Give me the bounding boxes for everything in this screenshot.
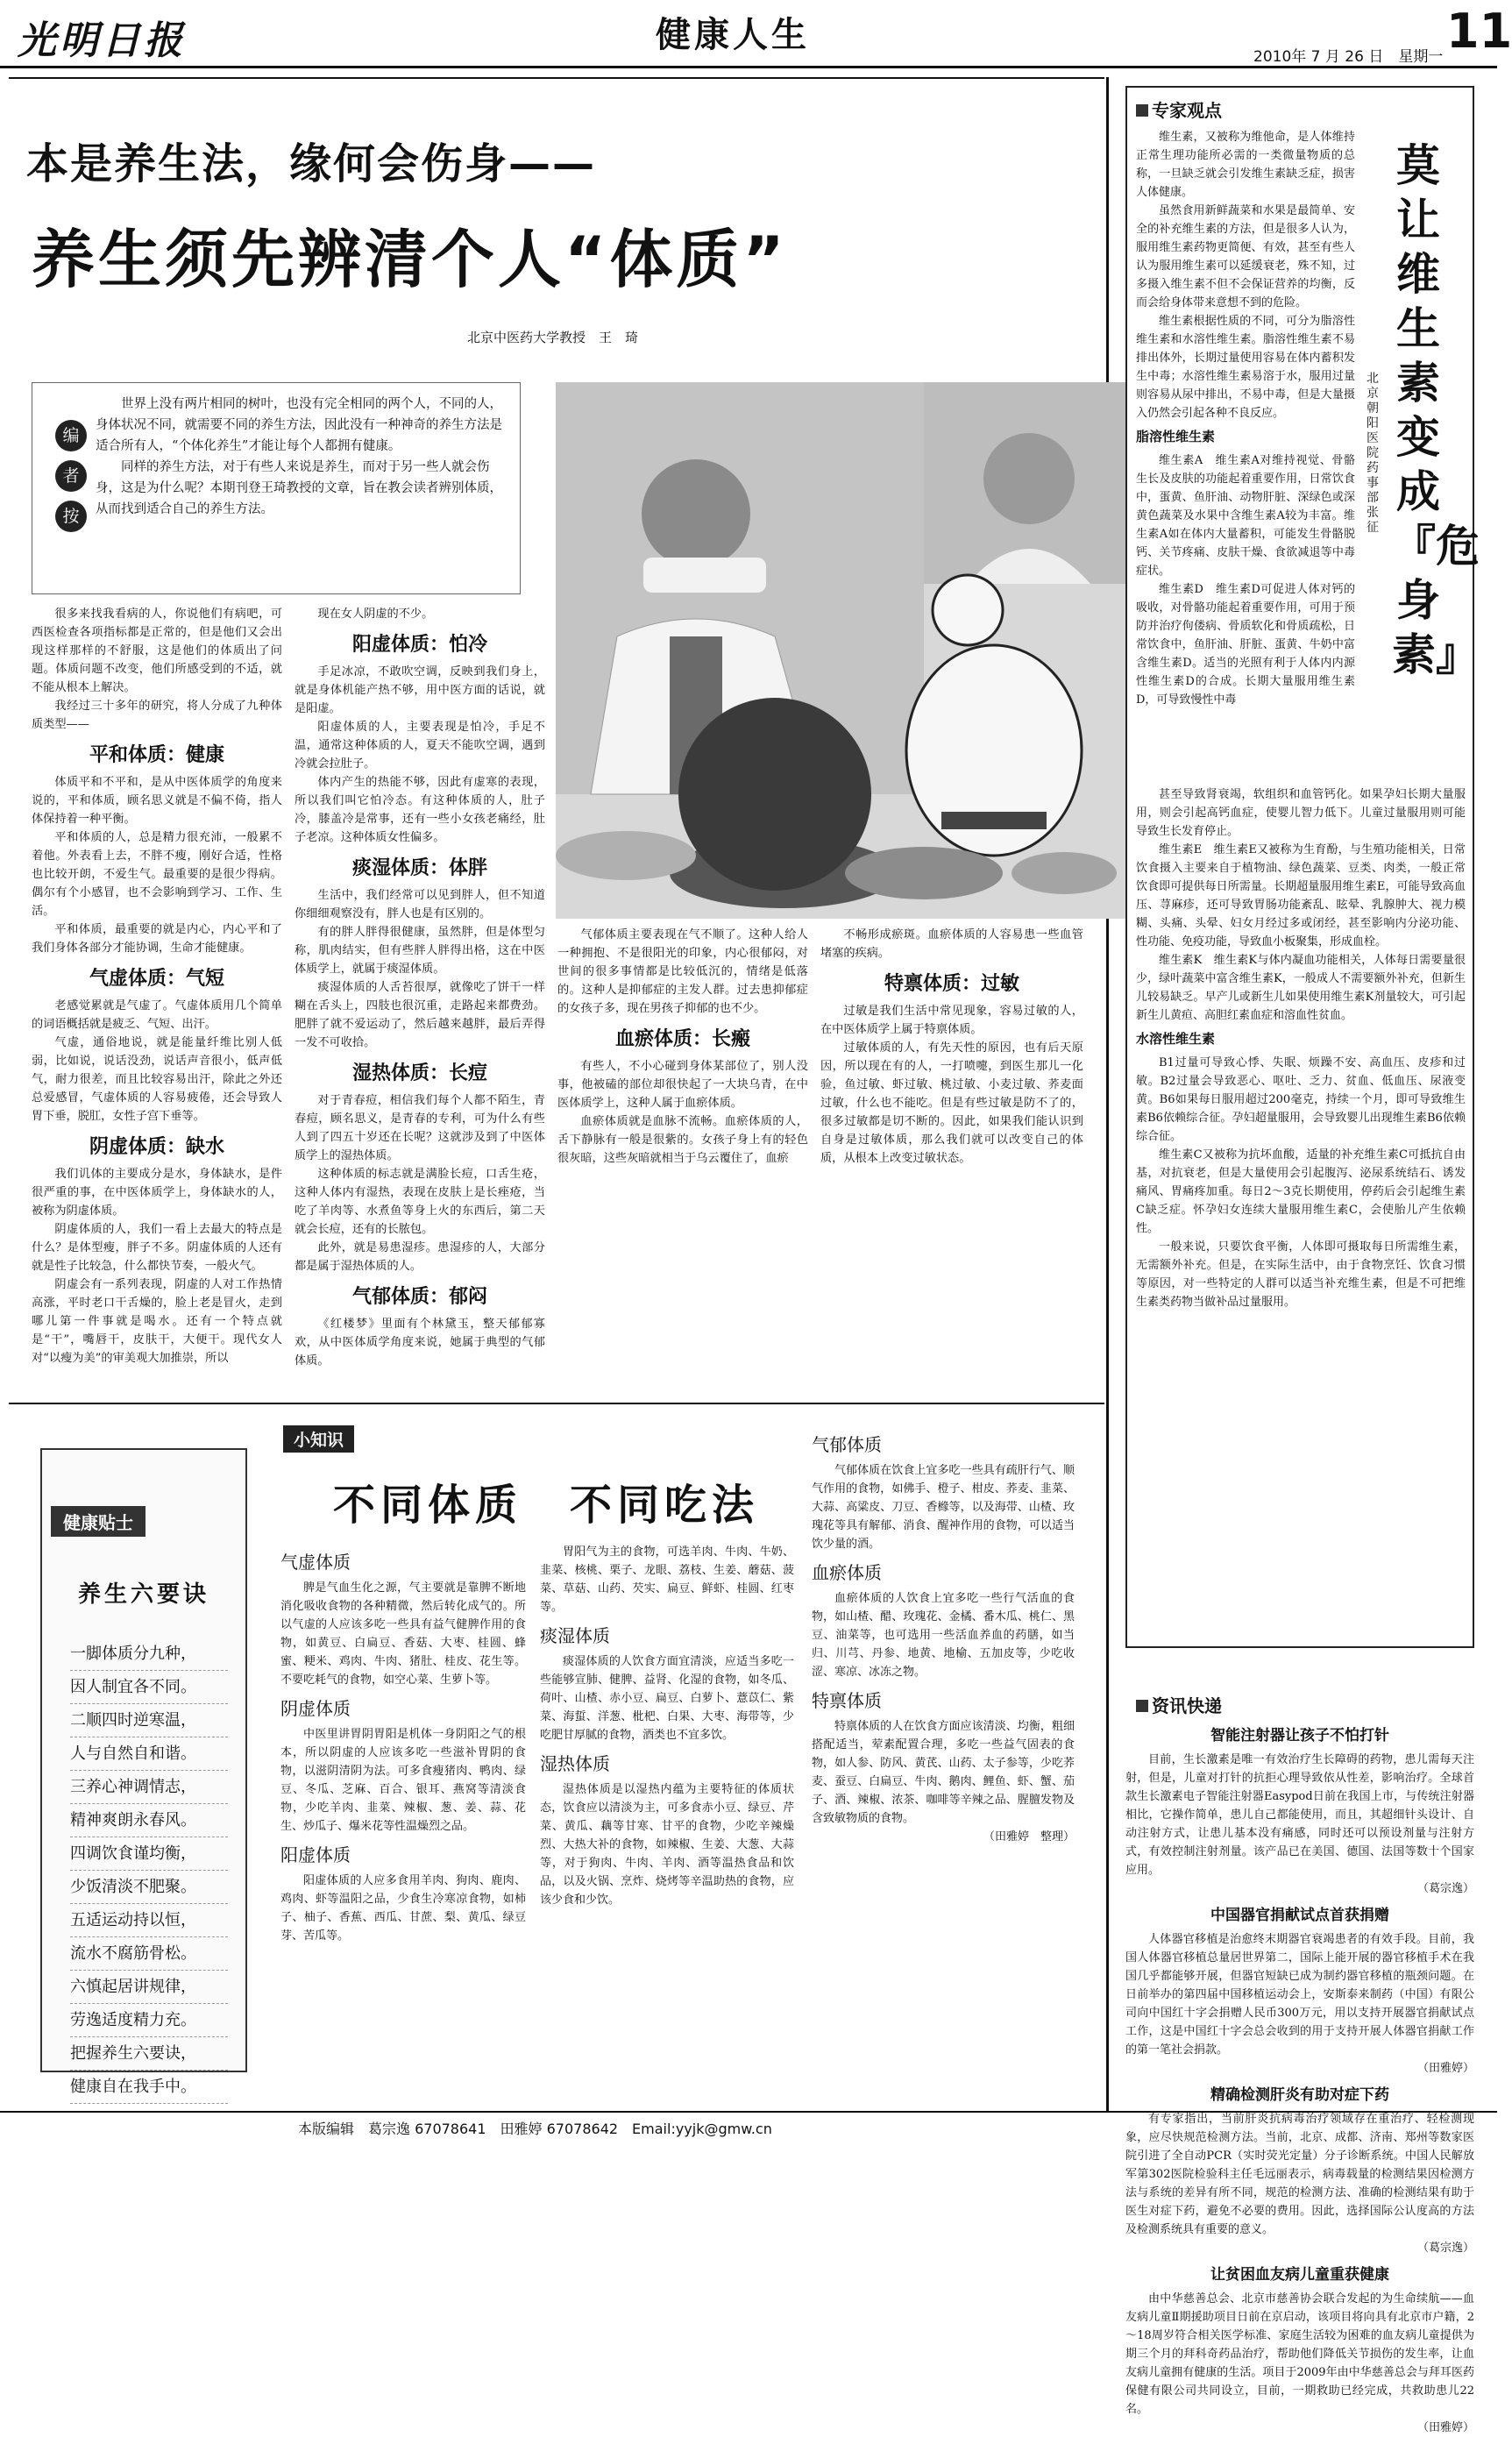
news-heading-text: 资讯快递	[1152, 1695, 1222, 1716]
paragraph: 阳虚体质的人，主要表现是怕冷，手足不温，通常这种体质的人，夏天不能吹空调，遇到冷就会拉肚子。	[295, 721, 545, 771]
verse-line: 六慎起居讲规律，	[70, 1971, 228, 2004]
paragraph: 维生素，又被称为维他命，是人体维持正常生理功能所必需的一类微量物质的总称，一旦缺乏就会引发维生素缺乏症，损害人体健康。	[1136, 131, 1355, 199]
news-item-signature: （田雅婷）	[1416, 2421, 1474, 2434]
paragraph: 维生素D 维生素D可促进人体对钙的吸收，对骨骼功能起着重要作用，可用于预防并治疗佝偻病、骨质软化和骨质疏松，日常饮食中，鱼肝油、肝脏、蛋黄、牛奶中富含维生素D。适当的光照有利于人体内内源性维生素D的合成。长期大量服用维生素D，可导致慢性中毒	[1136, 583, 1355, 707]
news-item-signature: （葛宗逸）	[1416, 1882, 1474, 1895]
paragraph: 生活中，我们经常可以见到胖人，但不知道你细细观察没有，胖人也是有区别的。	[295, 889, 545, 920]
article-kicker: 本是养生法，缘何会伤身——	[26, 139, 597, 188]
paragraph: 痰湿体质的人饮食方面宜清淡，应适当多吃一些能够宣肺、健脾、益肾、化湿的食物，如冬瓜、荷叶、山楂、赤小豆、扁豆、白萝卜、薏苡仁、紫菜、海蜇、洋葱、枇杷、白果、大枣、海带等，少吃肥甘厚腻的食物，酒类也不宜多饮。	[540, 1655, 794, 1742]
paragraph: 湿热体质是以湿热内蕴为主要特征的体质状态，饮食应以清淡为主，可多食赤小豆、绿豆、芹菜、黄瓜、藕等甘寒、甘平的食物，少吃辛辣燥烈、大热大补的食物，如辣椒、生姜、大葱、大蒜等，对于狗肉、牛肉、羊肉、酒等温热食品和饮品，以及火锅、烹炸、烧烤等辛温助热的食物，应该少食和少饮。	[540, 1783, 794, 1907]
verse-line: 五适运动持以恒，	[70, 1904, 228, 1937]
subheading: 气虚体质	[280, 1552, 351, 1573]
paragraph: 脾是气血生化之源，气主要就是靠脾不断地消化吸收食物的各种精微，然后转化成气的。所以气虚的人应该多吃一些具有益气健脾作用的食物，如黄豆、白扁豆、香菇、大枣、桂圆、蜂蜜、粳米、鸡肉、牛肉、猪肚、桂皮、花生等。不要吃耗气的食物，如空心菜、生萝卜等。	[280, 1581, 526, 1687]
news-item-body: 目前，生长激素是唯一有效治疗生长障碍的药物，患儿需每天注射，但是，儿童对打针的抗拒心理导致依从性差，影响治疗。全球首款生长激素电子智能注射器Easypod日前在我国上市，与传统注射器相比，它操作简单，患儿自己都能使用，而且，其超细针头设计、自动注射方式，让患儿基本没有痛感，同时还可以预设剂量与注射方式，有效控制注射剂量。该产品已在美国、德国、法国等数十个国家应用。	[1125, 1753, 1474, 1877]
subheading: 血瘀体质	[812, 1562, 882, 1583]
health-tips-title: 养生六要诀	[77, 1581, 209, 1608]
editor-note-badge: 者	[55, 460, 87, 492]
verse-line: 劳逸适度精力充。	[70, 2004, 228, 2037]
paragraph: 血瘀体质就是血脉不流畅。血瘀体质的人，舌下静脉有一般是很紫的。女孩子身上有的轻色很灰暗，这些灰暗就相当于乌云覆住了，血瘀	[557, 1115, 808, 1165]
subheading: 血瘀体质：长瘢	[614, 1028, 750, 1050]
news-item-body: 人体器官移植是治愈终末期器官衰竭患者的有效手段。目前，我国人体器官移植总量居世界第二，国际上能开展的器官移植手术在我国几乎都能够开展，但器官短缺已成为制约器官移植的瓶颈问题。在日前举办的第四届中国移植运动会上，安斯泰来制药（中国）有限公司向中国红十字会捐赠人民币300万元，用以支持开展器官捐献试点工作，这是中国红十字会总会收到的用于支持开展人体器官捐献工作的第一笔社会捐款。	[1125, 1933, 1474, 2057]
masthead	[0, 0, 1512, 68]
paragraph: 我经过三十多年的研究，将人分成了九种体质类型——	[32, 700, 282, 731]
subheading: 湿热体质	[540, 1753, 610, 1774]
expert-column-wide	[1136, 785, 1466, 1638]
paragraph: 阴虚体质的人，我们一看上去最大的特点是什么？是体型瘦，胖子不多。阴虚体质的人还有就是性子比较急，什么都快节奏，一般火气。	[32, 1223, 282, 1273]
paragraph: 对于青春痘，相信我们每个人都不陌生，青春痘，顾名思义，是青春的专利，可为什么有些人到了四五十岁还在长呢？这就涉及到了中医体质学上的湿热体质。	[295, 1094, 545, 1162]
article-photo-collage	[556, 382, 1125, 919]
article-column-2	[295, 605, 545, 1394]
subheading: 气郁体质	[812, 1434, 882, 1455]
paragraph: 体内产生的热能不够，因此有虚寒的表现，所以我们叫它怕冷态。有这种体质的人，肚子冷，膝盖冷是常事，还有一些小女孩老痛经，肚子老凉。这种体质女性偏多。	[295, 776, 545, 844]
news-item-body: 有专家指出，当前肝炎抗病毒治疗领域存在重治疗、轻检测现象，应尽快规范检测方法。当前，北京、成都、济南、郑州等数家医院引进了全自动PCR（实时荧光定量）分子诊断系统。中国人民解放军第302医院检验科主任毛远丽表示，病毒载量的检测结果因检测方法与系统的差异有所不同，规范的检测方法、准确的检测结果有助于医生对症下药，避免不必要的费用。因此，选择国际公认度高的方法及检测系统具有重要的意义。	[1125, 2113, 1474, 2236]
article-column-3	[557, 926, 808, 1394]
paragraph: 过敏体质的人，有先天性的原因，也有后天原因，所以现在有的人，一打喷嚏，到医生那儿一化验，鱼过敏、虾过敏、桃过敏、小麦过敏、荞麦面过敏，什么也不能吃。但是有些过敏是防不了的，很多过敏都是切不断的。因此，如果我们能认识到自身是过敏体质，那么我们就可以改变自己的体质，从根本上改变过敏状态。	[820, 1041, 1083, 1165]
verse-line: 二顺四时逆寒温，	[70, 1704, 228, 1737]
doctor-and-grains-illustration	[556, 382, 1125, 919]
subheading: 痰湿体质	[540, 1625, 610, 1646]
news-list	[1125, 1718, 1474, 2437]
paragraph: 过敏是我们生活中常见现象，容易过敏的人，在中医体质学上属于特禀体质。	[820, 1005, 1083, 1036]
expert-article-title: 莫让维生素变成『危身素』	[1392, 139, 1480, 680]
editor-note	[32, 382, 521, 594]
paragraph: 老感觉累就是气虚了。气虚体质用几个简单的词语概括就是疲乏、气短、出汗。	[32, 999, 282, 1031]
verse-line: 把握养生六要诀，	[70, 2037, 228, 2071]
subheading: 气虚体质：气短	[89, 968, 224, 990]
article-column-4	[820, 926, 1083, 1394]
knowledge-column-1	[280, 1543, 526, 2104]
article-headline: 养生须先辨清个人“体质”	[32, 223, 788, 296]
paragraph: 痰湿体质的人舌苔很厚，就像吃了饼干一样糊在舌头上，四肢也很沉重，走路起来都费劲。肥胖了就不爱运动了，然后越来越胖，最后弄得一发不可收拾。	[295, 981, 545, 1049]
subheading: 湿热体质：长痘	[351, 1062, 487, 1084]
paragraph: 一般来说，只要饮食平衡，人体即可摄取每日所需维生素，无需额外补充。但是，在实际生活中，由于食物烹饪、饮食习惯等原因，对一些特定的人群可以适当补充维生素，但是不可把维生素类药物当做补品过量服用。	[1136, 1240, 1466, 1309]
paragraph: 气虚，通俗地说，就是能量纤维比别人低弱，比如说，说话没劲，说话声音很小，低声低气，耐力很差，而且比较容易出汗，除此之外还总爱感冒，气虚体质的人容易疲倦，还会导致人胃下垂，脱肛，女性子宫下垂等。	[32, 1036, 282, 1123]
divider	[9, 1403, 1104, 1404]
subheading: 阴虚体质：缺水	[89, 1136, 224, 1158]
paragraph: 维生素根据性质的不同，可分为脂溶性维生素和水溶性维生素。脂溶性维生素不易排出体外，长期过量使用容易在体内蓄积发生中毒；水溶性维生素易溶于水，服用过量则容易从尿中排出，不易中毒，但是大量摄入仍然会引起各种不良反应。	[1136, 315, 1355, 420]
paragraph: 虽然食用新鲜蔬菜和水果是最简单、安全的补充维生素的方法，但是很多人认为，服用维生素药物更简便、有效，甚至有些人认为服用维生素可以延缓衰老，殊不知，过多摄入维生素不但不会保证营养的均衡，反而会给身体带来意想不到的危险。	[1136, 204, 1355, 309]
verse-line: 精神爽朗永春风。	[70, 1804, 228, 1837]
signature: （田雅婷 整理）	[983, 1830, 1075, 1844]
knowledge-column-2	[540, 1543, 794, 2104]
verse-line: 健康自在我手中。	[70, 2071, 228, 2104]
article-column-1	[32, 605, 282, 1394]
editor-note-badge: 编	[55, 420, 87, 451]
article-byline: 北京中医药大学教授 王 琦	[467, 330, 639, 345]
paragraph: 很多来找我看病的人，你说他们有病吧，可西医检查各项指标都是正常的，但是他们又会出现这样那样的不舒服，这是他们的体质出了问题。体质问题不改变，他们所感受到的不适，就不能从根本上解决。	[32, 607, 282, 694]
news-item-title: 让贫困血友病儿童重获健康	[1210, 2266, 1389, 2284]
subheading: 阴虚体质	[280, 1698, 351, 1719]
subheading: 阳虚体质：怕冷	[351, 634, 487, 656]
editor-note-badge: 按	[55, 501, 87, 532]
paragraph: 气郁体质主要表现在气不顺了。这种人给人一种拥抱、不是很阳光的印象，内心很郁闷，对世间的很多事情都是比较低沉的，情绪是低落的。这种人是抑郁症的主发人群。过去患抑郁症的女孩子多，现在男孩子抑郁的也不少。	[557, 928, 808, 1015]
news-item-signature: （葛宗逸）	[1416, 2242, 1474, 2255]
health-tips-heading: 健康贴士	[51, 1506, 146, 1537]
paragraph: 胃阳气为主的食物，可选羊肉、牛肉、牛奶、韭菜、核桃、栗子、龙眼、荔枝、生姜、蘑菇、菠菜、草菇、山药、芡实、扁豆、鲜虾、桂圆、红枣等。	[540, 1545, 794, 1614]
verse-line: 流水不腐筋骨松。	[70, 1937, 228, 1971]
knowledge-title: 不同体质 不同吃法	[333, 1481, 760, 1530]
editor-note-paragraph: 世界上没有两片相同的树叶，也没有完全相同的两个人，不同的人，身体状况不同，就需要不同的养生方法，因此没有一种神奇的养生方法是适合所有人，“个体化养生”才能让每个人都拥有健康。	[96, 397, 502, 453]
paragraph: 阳虚体质的人应多食用羊肉、狗肉、鹿肉、鸡肉、虾等温阳之品，少食生冷寒凉食物，如柿子、柚子、香蕉、西瓜、甘蔗、梨、黄瓜、绿豆芽、苦瓜等。	[280, 1874, 526, 1943]
knowledge-column-3	[812, 1425, 1075, 2106]
paragraph: 此外，就是易患湿疹。患湿疹的人，大部分都是属于湿热体质的人。	[295, 1241, 545, 1273]
paragraph: 甚至导致肾衰竭，软组织和血管钙化。如果孕妇长期大量服用，则会引起高钙血症，使婴儿智力低下。儿童过量服用则可能导致生长发育停止。	[1136, 788, 1466, 838]
paragraph: 维生素K 维生素K与体内凝血功能相关，人体每日需要量很少，绿叶蔬菜中富含维生素K，一般成人不需要额外补充，但新生儿较易缺乏。早产儿或新生儿如果使用维生素K剂量较大，可引起新生儿黄疸、高胆红素血症和溶血性贫血。	[1136, 954, 1466, 1022]
subheading: 水溶性维生素	[1136, 1031, 1216, 1047]
paragraph: 《红楼梦》里面有个林黛玉，整天郁郁寡欢，从中医体质学角度来说，她属于典型的气郁体质。	[295, 1318, 545, 1368]
paragraph: 有些人，不小心碰到身体某部位了，别人没事，他被磕的部位却很快起了一大块乌青，在中医体质学上，这种人属于血瘀体质。	[557, 1060, 808, 1110]
expert-opinion-heading	[1136, 96, 1222, 122]
paragraph: 我们讥体的主要成分是水，身体缺水，是件很严重的事，在中医体质学上，身体缺水的人，被称为阴虚体质。	[32, 1168, 282, 1218]
subheading: 气郁体质：郁闷	[351, 1286, 487, 1308]
paragraph: 维生素C又被称为抗坏血酸，适量的补充维生素C可抵抗自由基，对抗衰老，但是大量使用会引起腹泻、泌尿系统结石、诱发痛风、胃痛疼加重。每日2～3克长期使用，停药后会引起维生素C缺乏症。怀孕妇女连续大量服用维生素C，会使胎儿产生依赖性。	[1136, 1148, 1466, 1235]
subheading: 阳虚体质	[280, 1844, 351, 1865]
newspaper-logo: 光明日报	[18, 18, 186, 63]
verse-line: 人与自然自和谐。	[70, 1737, 228, 1771]
news-item-title: 中国器官捐献试点首获捐赠	[1210, 1907, 1389, 1924]
paragraph: B1过量可导致心悸、失眠、烦躁不安、高血压、皮疹和过敏。B2过量会导致恶心、呕吐、乏力、贫血、低血压、尿液变黄。B6如果每日服用超过200毫克，持续一个月，即可导致维生素B6依赖综合征。孕妇超量服用，会导致婴儿出现维生素B6依赖综合征。	[1136, 1056, 1466, 1143]
paragraph: 手足冰凉，不敢吹空调，反映到我们身上，就是身体机能产热不够，用中医方面的话说，就是阳虚。	[295, 665, 545, 715]
paragraph: 血瘀体质的人饮食上宜多吃一些行气活血的食物，如山楂、醋、玫瑰花、金橘、番木瓜、桃仁、黑豆、油菜等，也可选用一些活血养血的药膳，如当归、川芎、丹参、地黄、地榆、五加皮等，少吃收涩、寒凉、冰冻之物。	[812, 1592, 1075, 1679]
section-title: 健康人生	[656, 15, 810, 55]
paragraph: 体质平和不平和，是从中医体质学的角度来说的，平和体质，顾名思义就是不偏不倚，指人体保持着一种平衡。	[32, 776, 282, 826]
page-footer: 本版编辑 葛宗逸 67078641 田雅婷 67078642 Email:yyjk@gmw.cn	[298, 2121, 772, 2137]
paragraph: 中医里讲胃阴胃阳是机体一身阴阳之气的根本，所以阴虚的人应该多吃一些滋补胃阴的食物，以滋阴清阴为法。可多食瘦猪肉、鸭肉、绿豆、冬瓜、芝麻、百合、银耳、燕窝等清淡食物，少吃羊肉、韭菜、辣椒、葱、姜、蒜、花生、炒瓜子、爆米花等性温燥烈之品。	[280, 1728, 526, 1833]
news-item-signature: （田雅婷）	[1416, 2062, 1474, 2075]
subheading: 特禀体质	[812, 1690, 882, 1711]
paragraph: 气郁体质在饮食上宜多吃一些具有疏肝行气、顺气作用的食物，如佛手、橙子、柑皮、荞麦、韭菜、大蒜、高粱皮、刀豆、香橼等，以及海带、山楂、玫瑰花等具有解郁、消食、醒神作用的食物，可以适当饮少量的酒。	[812, 1464, 1075, 1551]
verse-line: 一脚体质分九种，	[70, 1638, 228, 1671]
expert-article-author: 北京朝阳医院药事部 张征	[1366, 372, 1391, 535]
subheading: 脂溶性维生素	[1136, 429, 1216, 444]
news-item-title: 精确检测肝炎有助对症下药	[1210, 2086, 1389, 2104]
page-number: 11	[1446, 4, 1512, 59]
paragraph: 不畅形成瘀斑。血瘀体质的人容易患一些血管堵塞的疾病。	[820, 928, 1083, 960]
verse-line: 四调饮食谨均衡，	[70, 1837, 228, 1871]
paragraph: 平和体质的人，总是精力很充沛，一般累不着他。外表看上去，不胖不瘦，刚好合适，性格也比较开朗，不爱生气。最重要的是很少得病。偶尔有个小感冒，也不会影响到学习、工作、生活。	[32, 831, 282, 918]
knowledge-label: 小知识	[283, 1425, 354, 1453]
verse-line: 因人制宜各不同。	[70, 1671, 228, 1704]
square-bullet-icon	[1136, 1700, 1148, 1712]
divider	[9, 77, 1104, 79]
paragraph: 现在女人阴虚的不少。	[317, 607, 434, 621]
expert-column-narrow	[1136, 128, 1355, 785]
paragraph: 阴虚会有一系列表现，阴虚的人对工作热情高涨，平时老口干舌燥的，脸上老是冒火，走到哪儿第一件事就是喝水。还有一个特点就是“干”，嘴唇干，皮肤干，大便干。现代女人对“以瘦为美”的审美观大加推崇，所以	[32, 1278, 282, 1365]
verse-line: 少饭清淡不肥聚。	[70, 1871, 228, 1904]
verse-line: 三养心神调情志，	[70, 1771, 228, 1804]
health-tips-verse	[70, 1638, 228, 2104]
news-heading	[1136, 1692, 1222, 1717]
subheading: 平和体质：健康	[89, 744, 224, 766]
subheading: 特禀体质：过敏	[884, 973, 1019, 995]
news-item-title: 智能注射器让孩子不怕打针	[1210, 1727, 1389, 1744]
paragraph: 这种体质的标志就是满脸长痘，口舌生疮，这种人体内有湿热，表现在皮肤上是长痤疮，当吃了羊肉等、水煮鱼等身上火的东西后，第二天就会长痘，还有的长脓包。	[295, 1168, 545, 1236]
paragraph: 有的胖人胖得很健康，虽然胖，但是体型匀称，肌肉结实，但有些胖人胖得出格，这在中医体质学上，就属于痰湿体质。	[295, 926, 545, 976]
expert-opinion-heading-text: 专家观点	[1152, 100, 1222, 121]
paragraph: 平和体质，最重要的就是内心，内心平和了我们身体各部分才能协调，生命才能健康。	[32, 923, 282, 955]
issue-date: 2010年 7 月 26 日 星期一	[1253, 48, 1444, 66]
editor-note-paragraph: 同样的养生方法，对于有些人来说是养生，而对于另一些人就会伤身，这是为什么呢？本期刊登王琦教授的文章，旨在教会读者辨别体质，从而找到适合自己的养生方法。	[96, 460, 502, 516]
paragraph: 特禀体质的人在饮食方面应该清淡、均衡，粗细搭配适当，荤素配置合理，多吃一些益气固表的食物，如人参、防风、黄芪、山药、太子参等，少吃荞麦、蚕豆、白扁豆、牛肉、鹅肉、鲤鱼、虾、蟹、茄子、酒、辣椒、浓茶、咖啡等辛辣之品、腥膻发物及含致敏物质的食物。	[812, 1720, 1075, 1825]
square-bullet-icon	[1136, 104, 1148, 117]
news-item-body: 由中华慈善总会、北京市慈善协会联合发起的为生命续航——血友病儿童Ⅱ期援助项目日前在京启动，该项目将向具有北京市户籍，2～18周岁符合相关医学标准、家庭生活较为困难的血友病儿童提供为期三个月的拜科奇药品治疗，帮助他们降低关节损伤的发生率，让血友病儿童拥有健康的生活。项目于2009年由中华慈善总会与拜耳医药保健有限公司共同设立，目前，一期救助已经完成，共救助患儿22名。	[1125, 2292, 1474, 2416]
paragraph: 维生素A 维生素A对维持视觉、骨骼生长及皮肤的功能起着重要作用，日常饮食中，蛋黄、鱼肝油、动物肝脏、深绿色或深黄色蔬菜及水果中含维生素A较为丰富。维生素A如在体内大量蓄积，可能发生骨骼脱钙、关节疼痛、皮肤干燥、食欲减退等中毒症状。	[1136, 454, 1355, 578]
paragraph: 维生素E 维生素E又被称为生育酚，与生殖功能相关，日常饮食摄入主要来自于植物油、绿色蔬菜、豆类、肉类，一般正常饮食即可提供每日所需量。长期超量服用维生素E，可能导致高血压、荨麻疹，还可导致胃肠功能紊乱、眩晕、乳腺肿大、视力模糊、头痛、头晕、妇女月经过多或闭经，甚至影响内分泌功能、性功能、免疫功能，导致血小板聚集，形成血栓。	[1136, 843, 1466, 949]
subheading: 痰湿体质：体胖	[351, 857, 487, 879]
